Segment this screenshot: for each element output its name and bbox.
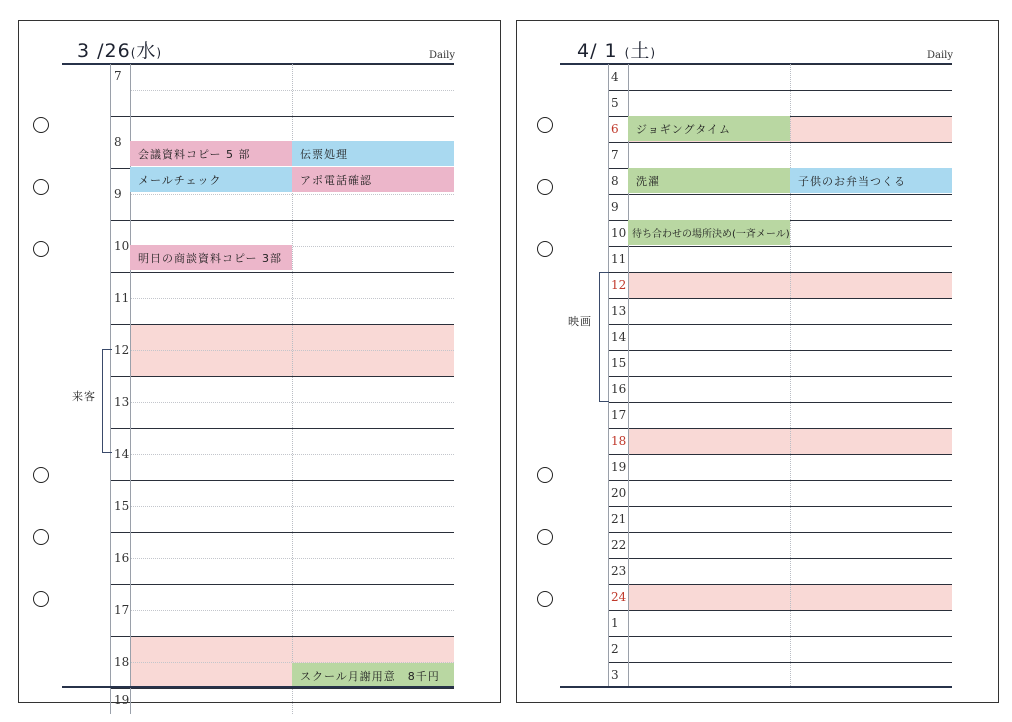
- left-side-note: 来客: [72, 390, 96, 403]
- event-block[interactable]: 伝票処理: [292, 141, 454, 166]
- left-daily-label: Daily: [429, 50, 456, 61]
- hour-rule: [110, 64, 454, 65]
- hour-rule: [608, 558, 952, 559]
- center-divider: [790, 64, 791, 688]
- hour-rule: [608, 298, 952, 299]
- hour-rule: [608, 428, 952, 429]
- hour-label: 13: [114, 395, 130, 409]
- hour-label: 6: [611, 122, 619, 136]
- hour-column-divider: [628, 64, 629, 688]
- event-block[interactable]: ジョギングタイム: [628, 116, 790, 141]
- hour-label: 12: [611, 278, 627, 292]
- hour-rule: [608, 636, 952, 637]
- hour-rule: [110, 116, 454, 117]
- hour-label: 11: [611, 252, 627, 266]
- left-side-bracket: [102, 349, 112, 453]
- right-footer-rule: [560, 686, 952, 688]
- left-date-main: 3 /26: [77, 40, 131, 62]
- hour-rule: [608, 376, 952, 377]
- right-date-main: 4/ 1: [577, 40, 618, 62]
- hour-rule: [608, 90, 952, 91]
- hour-label: 7: [611, 148, 619, 162]
- hour-label: 10: [114, 239, 130, 253]
- hour-rule: [110, 376, 454, 377]
- right-side-bracket: [599, 272, 609, 402]
- hour-label: 23: [611, 564, 627, 578]
- hour-label: 20: [611, 486, 627, 500]
- hour-label: 12: [114, 343, 130, 357]
- hour-rule: [608, 480, 952, 481]
- event-block[interactable]: アポ電話確認: [292, 167, 454, 192]
- hour-rule: [110, 272, 454, 273]
- hour-label: 5: [611, 96, 619, 110]
- hour-label: 14: [114, 447, 130, 461]
- event-block[interactable]: 会議資料コピー 5 部: [130, 141, 292, 166]
- hour-rule: [110, 532, 454, 533]
- left-planner-page: [18, 20, 501, 707]
- hour-rule: [608, 64, 952, 65]
- hour-label: 16: [114, 551, 130, 565]
- hour-label: 4: [611, 70, 619, 84]
- hour-rule: [608, 142, 952, 143]
- hour-label: 24: [611, 590, 627, 604]
- hour-rule: [608, 272, 952, 273]
- hour-label: 14: [611, 330, 627, 344]
- right-side-note: 映画: [568, 315, 592, 328]
- hour-rule: [608, 324, 952, 325]
- hour-label: 21: [611, 512, 627, 526]
- event-block[interactable]: 洗濯: [628, 168, 790, 193]
- right-date-weekday: 土: [630, 40, 651, 62]
- left-hour-grid: [19, 21, 502, 707]
- hour-rule: [110, 584, 454, 585]
- hour-label: 15: [114, 499, 130, 513]
- hour-rule: [608, 194, 952, 195]
- hour-label: 7: [114, 69, 122, 83]
- hour-label: 17: [611, 408, 627, 422]
- hour-label: 8: [114, 135, 122, 149]
- hour-label: 22: [611, 538, 627, 552]
- hour-label: 13: [611, 304, 627, 318]
- hour-label: 18: [611, 434, 627, 448]
- hour-rule: [110, 636, 454, 637]
- hour-rule: [608, 350, 952, 351]
- hour-rule: [608, 532, 952, 533]
- hour-label: 2: [611, 642, 619, 656]
- hour-rule: [110, 428, 454, 429]
- left-date: 3 /26(水): [77, 40, 163, 62]
- event-block[interactable]: 明日の商談資料コピー 3部: [130, 245, 292, 270]
- hour-rule: [110, 324, 454, 325]
- hour-label: 10: [611, 226, 627, 240]
- left-date-weekday: 水: [136, 40, 157, 62]
- event-block[interactable]: 待ち合わせの場所決め(一斉メール): [628, 220, 790, 245]
- hour-rule: [608, 662, 952, 663]
- hour-rule: [608, 454, 952, 455]
- hour-label: 19: [611, 460, 627, 474]
- hour-rule: [110, 220, 454, 221]
- hour-rule: [608, 610, 952, 611]
- hour-rule: [608, 402, 952, 403]
- hour-label: 9: [611, 200, 619, 214]
- left-footer-rule: [62, 686, 454, 688]
- hour-rule: [608, 506, 952, 507]
- hour-label: 8: [611, 174, 619, 188]
- right-planner-page: [516, 20, 999, 703]
- hour-label: 3: [611, 668, 619, 682]
- hour-label: 15: [611, 356, 627, 370]
- hour-label: 11: [114, 291, 130, 305]
- hour-rule: [110, 688, 454, 689]
- event-block[interactable]: 子供のお弁当つくる: [790, 168, 952, 193]
- hour-rule: [608, 246, 952, 247]
- event-block[interactable]: スクール月謝用意 8千円: [292, 663, 454, 688]
- hour-rule: [110, 480, 454, 481]
- hour-label: 16: [611, 382, 627, 396]
- hour-label: 18: [114, 655, 130, 669]
- right-daily-label: Daily: [927, 50, 954, 61]
- hour-rule: [608, 584, 952, 585]
- hour-label: 17: [114, 603, 130, 617]
- event-block[interactable]: メールチェック: [130, 167, 292, 192]
- hour-label: 19: [114, 693, 130, 707]
- hour-label: 1: [611, 616, 619, 630]
- hour-label: 9: [114, 187, 122, 201]
- right-date: 4/ 1 (土): [577, 40, 657, 62]
